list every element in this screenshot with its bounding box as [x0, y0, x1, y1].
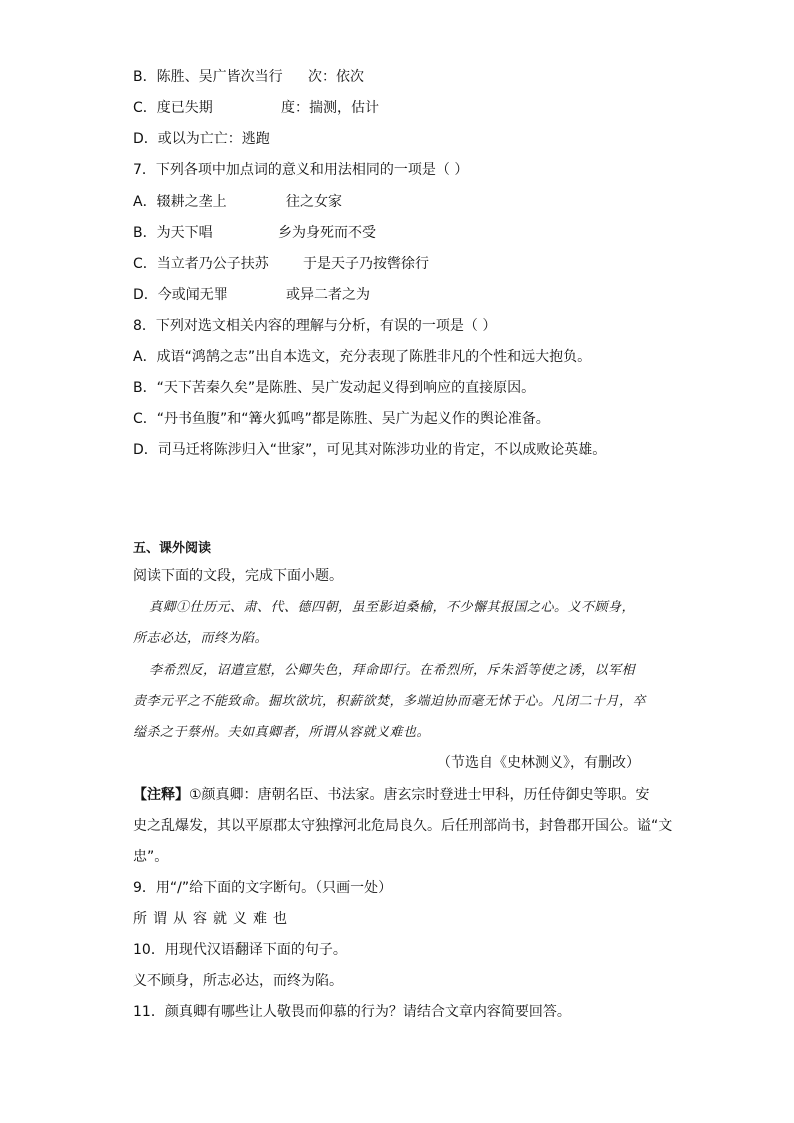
passage-line-5: 缢杀之于蔡州。夫如真卿者，所谓从容就义难也。	[133, 725, 431, 740]
q6-option-d	[133, 130, 270, 148]
q6-option-b-text: B．陈胜、吴广皆次当行	[133, 69, 283, 85]
q8-option-b: B．“天下苦秦久矣”是陈胜、吴广发动起义得到响应的直接原因。	[133, 380, 536, 396]
note-line-1	[133, 786, 650, 804]
q7-option-d	[133, 286, 370, 304]
q8-stem: 8．下列对选文相关内容的理解与分析，有误的一项是（ ）	[133, 318, 497, 334]
q8-option-d: D．司马迁将陈涉归入“世家”，可见其对陈涉功业的肯定，不以成败论英雄。	[133, 442, 607, 458]
q7-option-b-left: B．为天下唱	[133, 225, 213, 241]
q6-option-b-gloss: 次：依次	[308, 69, 364, 85]
section-instruction: 阅读下面的文段，完成下面小题。	[133, 568, 343, 584]
q7-option-b	[133, 224, 376, 242]
q10-text: 义不顾身，所志必达，而终为陷。	[133, 973, 343, 989]
q10-stem: 10．用现代汉语翻译下面的句子。	[133, 942, 347, 958]
q7-option-c-left: C．当立者乃公子扶苏	[133, 256, 269, 272]
q7-option-d-right: 或异二者之为	[286, 287, 370, 303]
note-line-2: 史之乱爆发，其以平原郡太守独撑河北危局良久。后任刑部尚书，封鲁郡开国公。谥“文	[133, 818, 673, 834]
q6-option-c-text: C．度已失期	[133, 100, 213, 116]
passage-line-1: 真卿①仕历元、肃、代、德四朝，虽至影迫桑榆，不少懈其报国之心。义不顾身，	[149, 600, 636, 615]
q7-option-c-right: 于是天子乃按辔徐行	[303, 256, 429, 272]
q9-text: 所谓从容就义难也	[133, 911, 293, 927]
note-label: 【注释】	[133, 787, 189, 803]
q7-option-a-left: A．辍耕之垄上	[133, 194, 227, 210]
q8-option-c: C．“丹书鱼腹”和“篝火狐鸣”都是陈胜、吴广为起义作的舆论准备。	[133, 411, 550, 427]
q9-stem: 9．用“/”给下面的文字断句。（只画一处）	[133, 880, 393, 896]
q6-option-d-text: D．或以为亡亡：逃跑	[133, 131, 270, 147]
q7-stem: 7．下列各项中加点词的意义和用法相同的一项是（ ）	[133, 162, 469, 178]
q7-option-b-right: 乡为身死而不受	[278, 225, 376, 241]
q8-option-a: A．成语“鸿鹄之志”出自本选文，充分表现了陈胜非凡的个性和远大抱负。	[133, 349, 592, 365]
q7-option-d-left: D．今或闻无罪	[133, 287, 228, 303]
q6-option-b	[133, 68, 364, 86]
note-text-1: ①颜真卿：唐朝名臣、书法家。唐玄宗时登进士甲科，历任侍御史等职。安	[189, 787, 650, 803]
passage-line-3: 李希烈反，诏遣宣慰，公卿失色，拜命即行。在希烈所，斥朱滔等使之诱，以军相	[149, 663, 636, 678]
q6-option-c	[133, 99, 379, 117]
passage-source: （节选自《史林测义》，有删改）	[437, 755, 640, 771]
passage-line-4: 责李元平之不能致命。掘坎欲坑，积薪欲焚，多端迫协而毫无怵于心。凡闭二十月，卒	[133, 694, 647, 709]
q7-option-a-right: 往之女家	[286, 194, 342, 210]
q7-option-a	[133, 193, 342, 211]
q7-option-c	[133, 255, 429, 273]
section-title: 五、课外阅读	[133, 541, 212, 556]
q6-option-c-gloss: 度：揣测，估计	[281, 100, 379, 116]
note-line-3: 忠”。	[133, 849, 169, 865]
q11-stem: 11．颜真卿有哪些让人敬畏而仰慕的行为？请结合文章内容简要回答。	[133, 1004, 571, 1020]
passage-line-2: 所志必达，而终为陷。	[133, 631, 269, 646]
